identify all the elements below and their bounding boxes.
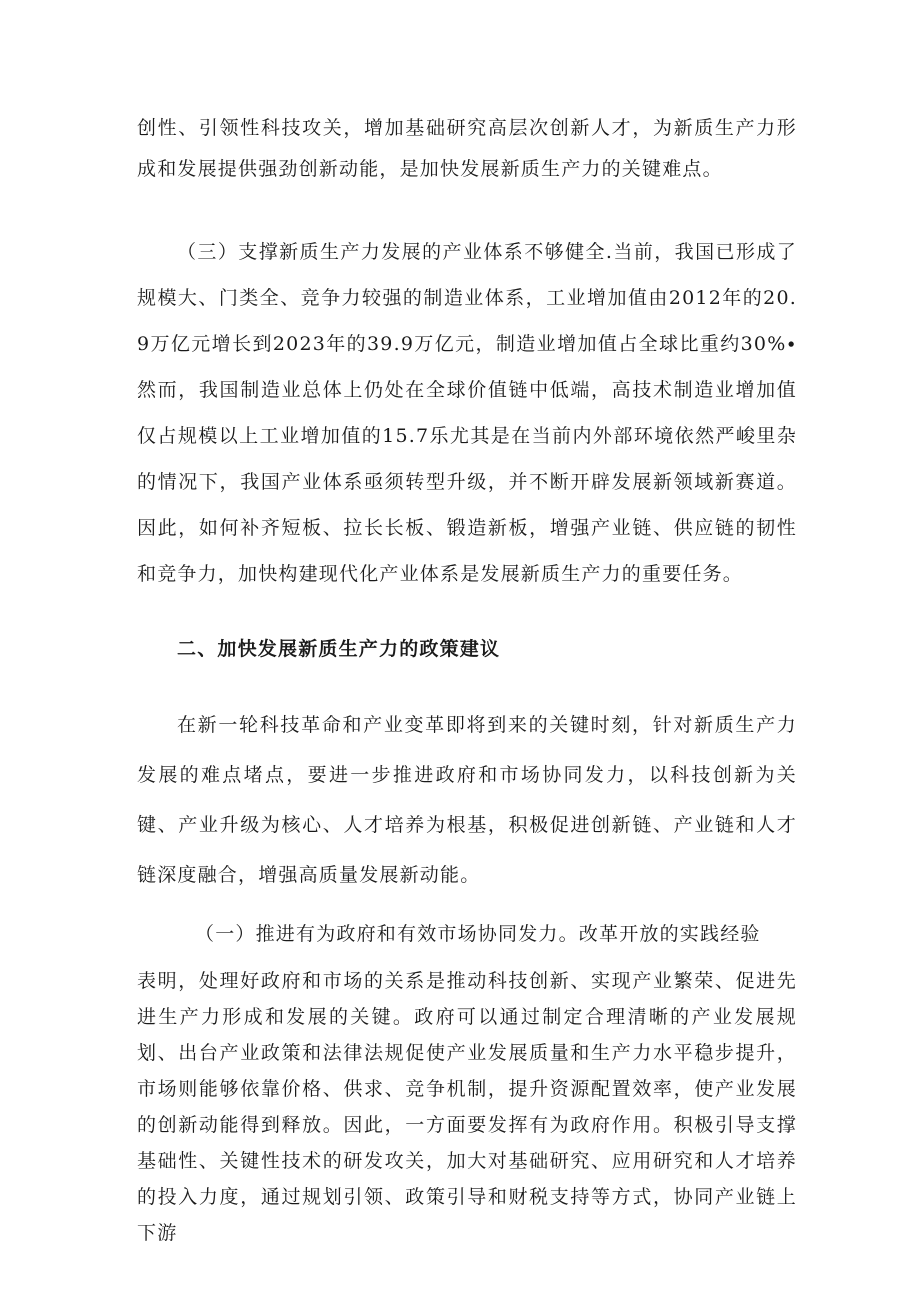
section-3-paragraph: （三）支撑新质生产力发展的产业体系不够健全.当前，我国已形成了规模大、门类全、竞争力较强的制造业体系，工业增加值由2012年的20.9万亿元增长到2023年的39.9万亿元，制造业增加值占全球比重约30%∙然而，我国制造业总体上仍处在全球价值链中低端，高技术制造业增加值仅占规模以上工业增加值的15.7乐尤其是在当前内外部环境依然严峻里杂的情况下，我国产业体系亟须转型升级，并不断开辟发展新领域新赛道。因此，如何补齐短板、拉长长板、锻造新板，增强产业链、供应链的韧性和竞争力，加快构建现代化产业体系是发展新质生产力的重要任务。 bbox=[137, 241, 797, 585]
subsection-1-heading-line: （一）推进有为政府和有效市场协同发力。改革开放的实践经验 bbox=[195, 923, 761, 945]
subsection-1-body: 表明，处理好政府和市场的关系是推动科技创新、实现产业繁荣、促进先进生产力形成和发展的关键。政府可以通过制定合理清晰的产业发展规划、出台产业政策和法律法规促使产业发展质量和生产力水平稳步提升，市场则能够依靠价格、供求、竞争机制，提升资源配置效率，使产业发展的创新动能得到释放。因此，一方面要发挥有为政府作用。积极引导支撑基础性、关键性技术的研发攻关，加大对基础研究、应用研究和人才培养的投入力度，通过规划引领、政策引导和财税支持等方式，协同产业链上下游 bbox=[137, 970, 797, 1244]
intro-paragraph: 创性、引领性科技攻关，增加基础研究高层次创新人才，为新质生产力形成和发展提供强劲创新动能，是加快发展新质生产力的关键难点。 bbox=[137, 117, 797, 180]
section-heading-2: 二、加快发展新质生产力的政策建议 bbox=[177, 638, 501, 660]
policy-paragraph: 在新一轮科技革命和产业变革即将到来的关键时刻，针对新质生产力发展的难点堵点，要进一步推进政府和市场协同发力，以科技创新为关键、产业升级为核心、人才培养为根基，积极促进创新链、产业链和人才链深度融合，增强高质量发展新动能。 bbox=[137, 714, 797, 886]
